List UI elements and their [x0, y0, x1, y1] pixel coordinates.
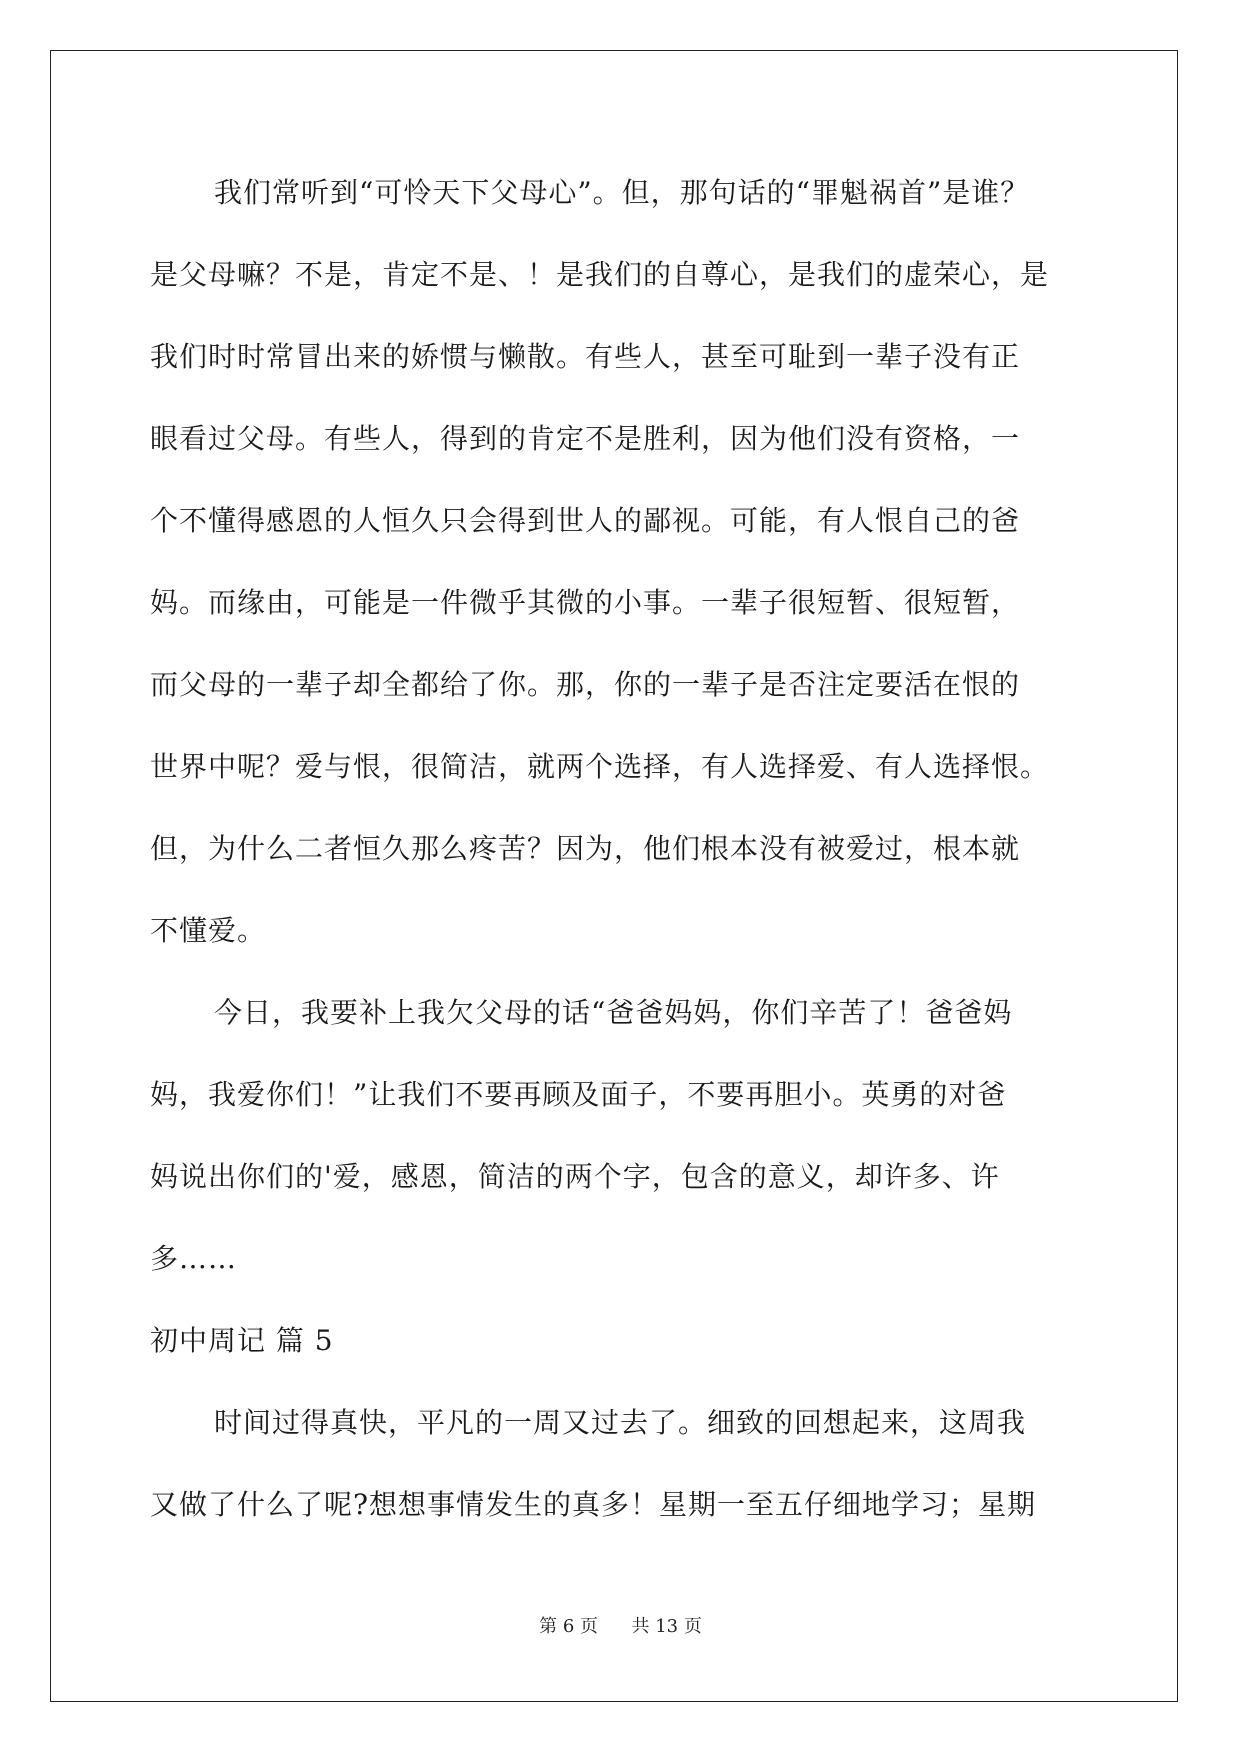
- section-heading: 初中周记 篇 5: [150, 1324, 334, 1357]
- text-line: 而父母的一辈子却全都给了你。那，你的一辈子是否注定要活在恨的: [150, 668, 1021, 701]
- text-line: 我们时时常冒出来的娇惯与懒散。有些人，甚至可耻到一辈子没有正: [150, 340, 1021, 373]
- text-line: 时间过得真快，平凡的一周又过去了。细致的回想起来，这周我: [214, 1406, 1027, 1439]
- text-line: 是父母嘛？不是，肯定不是、！是我们的自尊心，是我们的虚荣心，是: [150, 258, 1050, 291]
- text-line: 眼看过父母。有些人，得到的肯定不是胜利，因为他们没有资格，一: [150, 422, 1021, 455]
- text-line: 多……: [150, 1242, 238, 1275]
- text-line: 又做了什么了呢?想想事情发生的真多！星期一至五仔细地学习；星期: [150, 1488, 1037, 1521]
- text-line: 妈。而缘由，可能是一件微乎其微的小事。一辈子很短暂、很短暂，: [150, 586, 1021, 619]
- page-number: 第 6 页: [539, 1616, 599, 1637]
- text-line: 世界中呢？爱与恨，很简洁，就两个选择，有人选择爱、有人选择恨。: [150, 750, 1050, 783]
- document-body: [150, 152, 1090, 1546]
- text-line: 个不懂得感恩的人恒久只会得到世人的鄙视。可能，有人恨自己的爸: [150, 504, 1021, 537]
- text-line: 妈说出你们的'爱，感恩，简洁的两个字，包含的意义，却许多、许: [150, 1160, 1000, 1193]
- text-line: 我们常听到“可怜天下父母心”。但，那句话的“罪魁祸首”是谁？: [214, 176, 1030, 209]
- page-total: 共 13 页: [631, 1616, 702, 1637]
- page-footer: [0, 1612, 1241, 1638]
- text-line: 不懂爱。: [150, 914, 267, 947]
- text-line: 今日，我要补上我欠父母的话“爸爸妈妈，你们辛苦了！爸爸妈: [214, 996, 1013, 1029]
- text-line: 但，为什么二者恒久那么疼苦？因为，他们根本没有被爱过，根本就: [150, 832, 1021, 865]
- text-line: 妈，我爱你们！”让我们不要再顾及面子，不要再胆小。英勇的对爸: [150, 1078, 1007, 1111]
